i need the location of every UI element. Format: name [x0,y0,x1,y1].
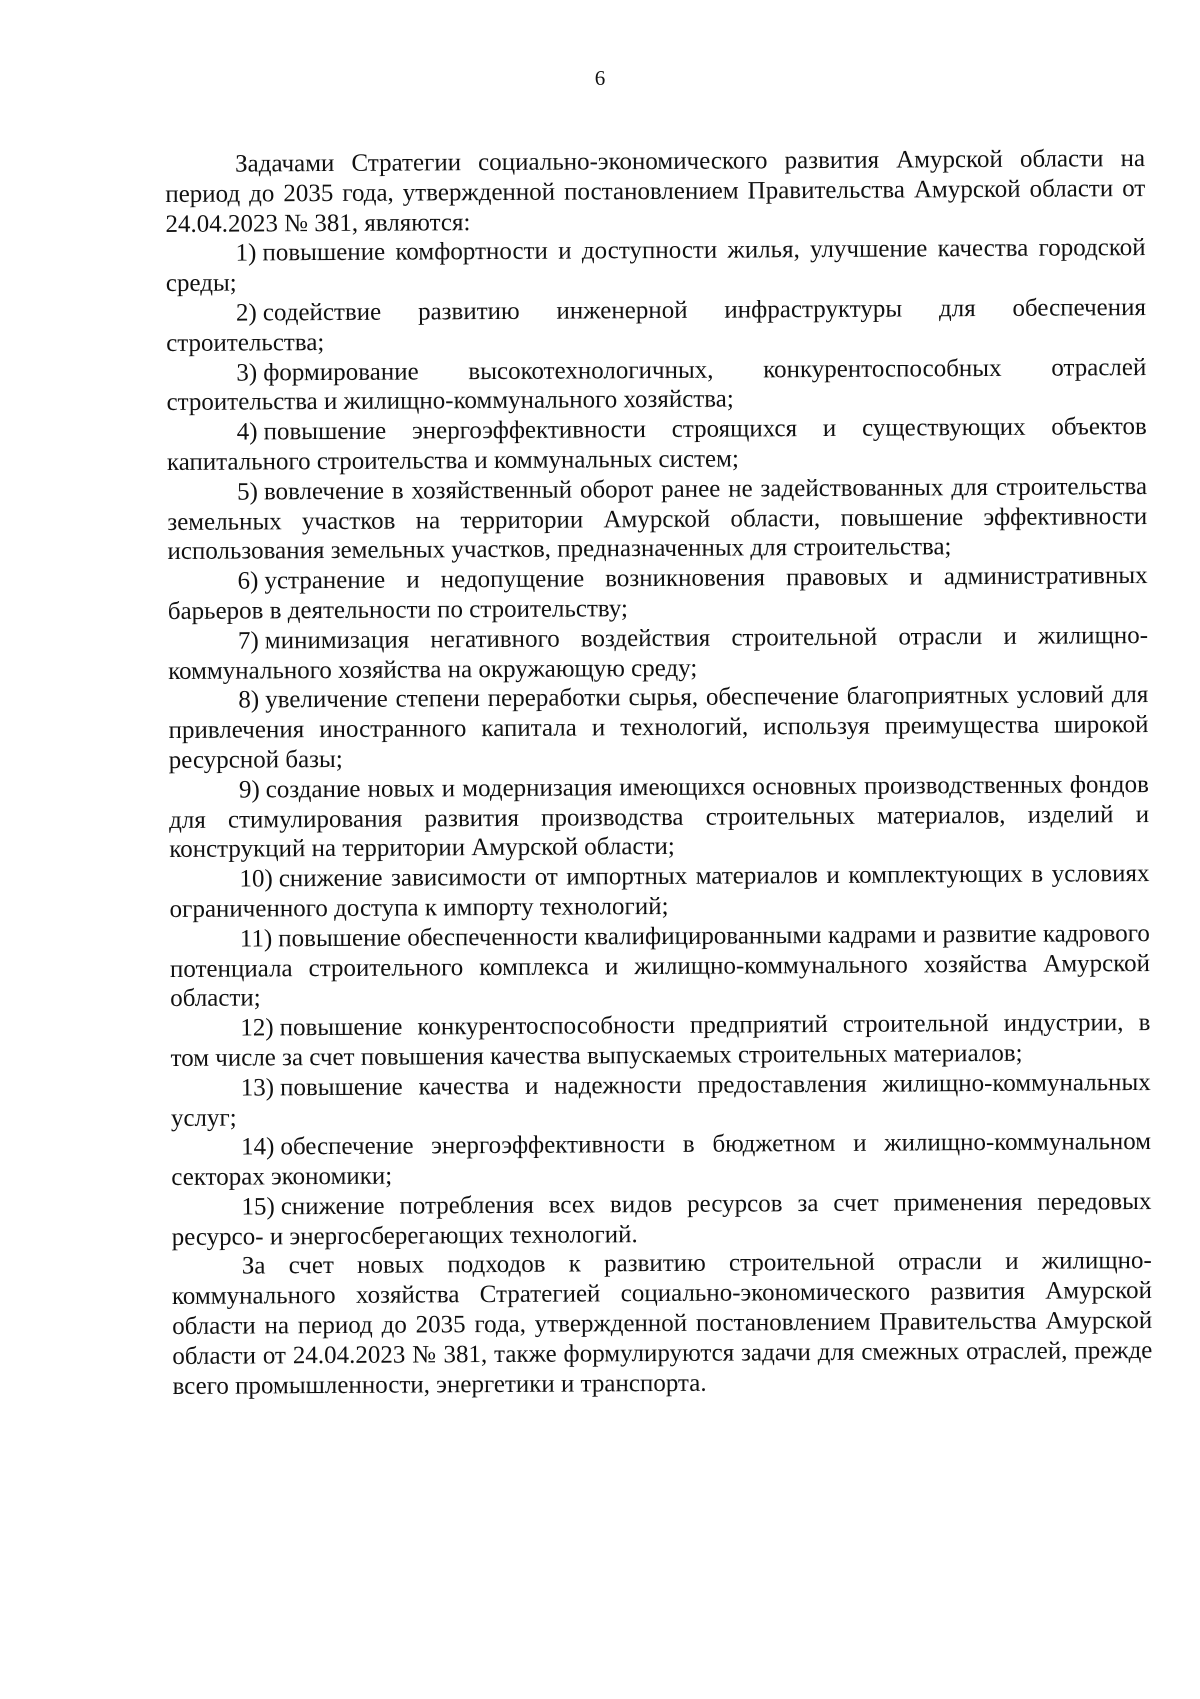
task-text: создание новых и модернизация имеющихся основных производственных фондов для стимулирования развития производства строительных материалов, изделий и конструкций на территории Амурской области; [169,770,1150,864]
task-number: 9) [238,776,260,804]
task-item [169,859,1149,925]
intro-paragraph: Задачами Стратегии социально-экономического развития Амурской области на период до 2035 года, утвержденной постановлением Правительства Амурской области от 24.04.2023 № 381, являются: [165,145,1146,238]
task-number: 4) [236,418,258,446]
task-item [168,561,1148,627]
task-text: обеспечение энергоэффективности в бюджетном и жилищно-коммунальном секторах экономики; [171,1128,1152,1192]
task-number: 15) [241,1193,275,1221]
task-text: повышение обеспеченности квалифицированными кадрами и развитие кадрового потенциала строительного комплекса и жилищно-коммунального хозяйства Амурской области; [169,919,1151,1013]
task-text: минимизация негативного воздействия строительной отрасли и жилищно-коммунального хозяйства на окружающую среду; [168,621,1149,685]
task-item [168,621,1148,687]
task-item [170,1008,1150,1074]
task-text: повышение качества и надежности предоставления жилищно-коммунальных услуг; [170,1068,1151,1132]
task-item [167,472,1148,567]
task-item [171,1068,1151,1134]
task-text: увеличение степени переработки сырья, обеспечение благоприятных условий для привлечения иностранного капитала и технологий, используя преимущества широкой ресурсной базы; [168,681,1149,774]
task-number: 5) [237,478,258,506]
task-item [167,412,1147,478]
task-text: повышение энергоэффективности строящихся и существующих объектов капитального строительства и коммунальных систем; [166,413,1147,476]
task-item [166,233,1146,299]
task-text: вовлечение в хозяйственный оборот ранее не задействованных для строительства земельных участков на территории Амурской области, повышение эффективности использования земельных участков, предназначенных для строительства; [167,472,1148,566]
task-list [166,233,1152,1252]
closing-paragraph: За счет новых подходов к развитию строительной отрасли и жилищно-коммунального хозяйства Стратегией социально-экономического развития Амурской области на период до 2035 года, утвержденной постановлением Правительства Амурской области от 24.04.2023 № 381, также формулируются задачи для смежных отраслей, прежде всего промышленности, энергетики и транспорта. [171,1247,1153,1400]
task-number: 1) [235,239,257,267]
task-number: 12) [240,1014,274,1042]
task-item [168,680,1149,775]
task-number: 11) [239,925,273,953]
task-item [166,293,1146,359]
page-number: 6 [594,66,606,90]
task-item [171,1187,1151,1253]
task-text: содействие развитию инженерной инфраструктуры для обеспечения строительства; [166,293,1147,357]
document-body [165,144,1153,1401]
task-text: снижение потребления всех видов ресурсов за счет применения передовых ресурсо- и энергосберегающих технологий. [171,1187,1152,1251]
task-text: повышение конкурентоспособности предприятий строительной индустрии, в том числе за счет повышения качества выпускаемых строительных материалов; [170,1009,1151,1072]
task-text: формирование высокотехнологичных, конкурентоспособных отраслей строительства и жилищно-коммунального хозяйства; [166,353,1147,417]
task-text: устранение и недопущение возникновения правовых и административных барьеров в деятельности по строительству; [167,562,1148,625]
task-number: 3) [236,359,258,387]
task-item [170,919,1151,1014]
task-number: 2) [235,299,257,327]
task-item [166,353,1146,419]
task-item [169,770,1150,865]
task-text: повышение комфортности и доступности жилья, улучшение качества городской среды; [165,234,1146,298]
task-number: 13) [240,1074,275,1102]
task-number: 7) [237,627,259,655]
task-text: снижение зависимости от импортных материалов и комплектующих в условиях ограниченного доступа к импорту технологий; [169,860,1150,923]
task-item [171,1127,1151,1193]
task-number: 8) [238,686,260,714]
task-number: 10) [239,865,273,893]
task-number: 6) [237,567,259,595]
task-number: 14) [241,1133,275,1161]
